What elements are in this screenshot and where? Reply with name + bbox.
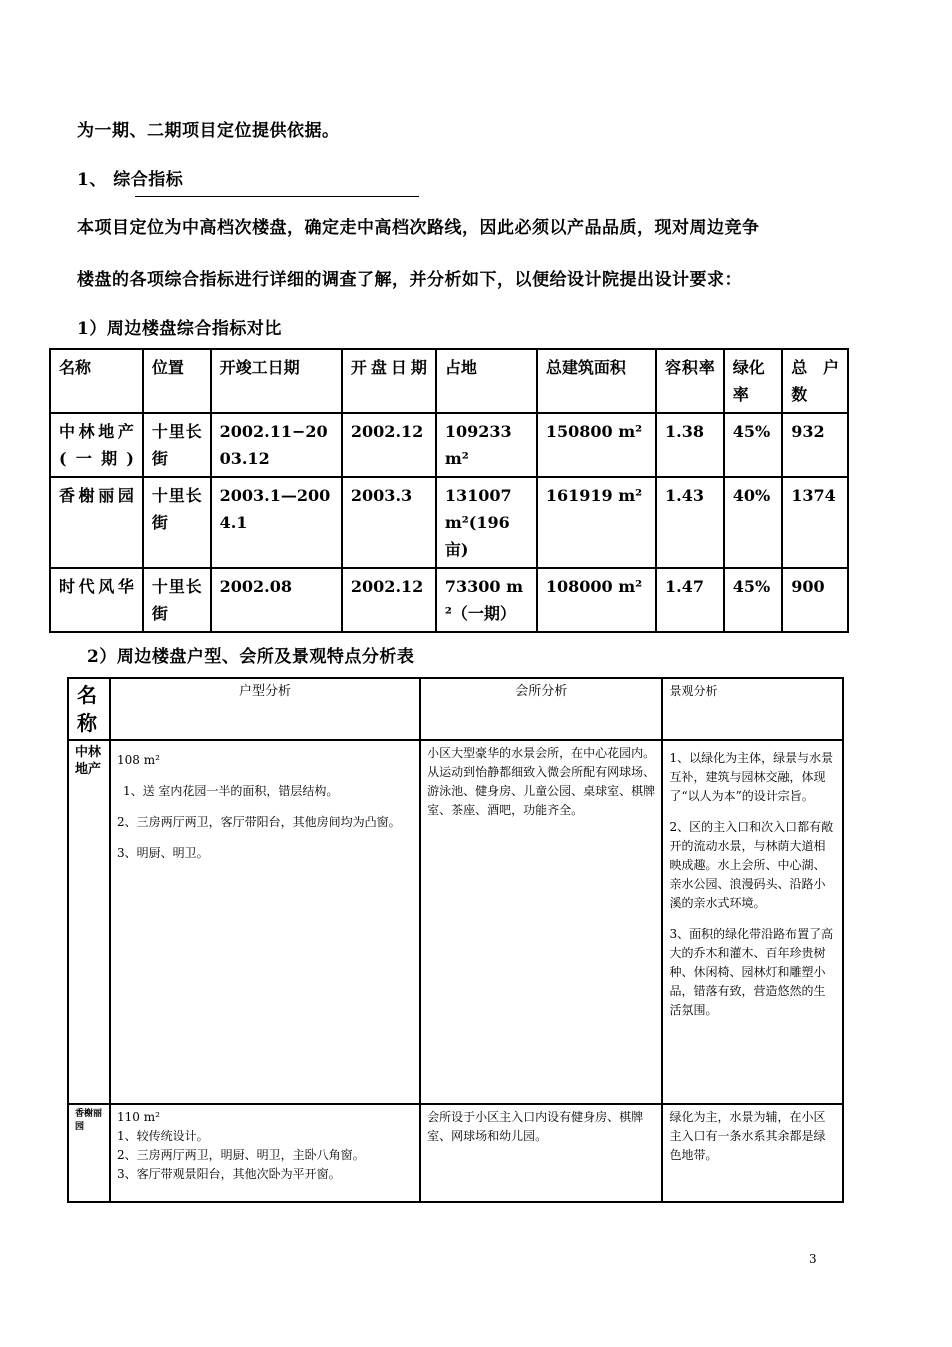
layout-analysis-cell — [110, 740, 420, 1104]
table1-title: 1）周边楼盘综合指标对比 — [77, 319, 282, 339]
header-cell: 景观分析 — [662, 678, 843, 740]
page-number: 3 — [809, 1252, 817, 1266]
header-cell: 总户数 — [782, 349, 848, 413]
table-cell: 932 — [782, 413, 848, 477]
header-cell: 占地 — [436, 349, 537, 413]
table-cell: 45% — [724, 568, 783, 632]
table-cell: 73300 m²（一期） — [436, 568, 537, 632]
section-heading: 1、 综合指标 — [77, 170, 184, 190]
list-item: 1、以绿化为主体，绿景与水景互补，建筑与园林交融，体现了“以人为本”的设计宗旨。 — [669, 751, 834, 803]
paragraph-line-2: 楼盘的各项综合指标进行详细的调查了解，并分析如下，以便给设计院提出设计要求： — [77, 270, 742, 290]
list-item: 2、三房两厅两卫，客厅带阳台，其他房间均为凸窗。 — [116, 815, 401, 829]
table-cell: 109233m² — [436, 413, 537, 477]
table2-title: 2）周边楼盘户型、会所及景观特点分析表 — [87, 647, 415, 667]
table-cell: 2003.3 — [342, 477, 436, 568]
list-item: 2、三房两厅两卫，明厨、明卫，主卧八角窗。 — [116, 1148, 365, 1162]
table-cell: 1.38 — [656, 413, 724, 477]
header-cell: 名称 — [68, 678, 110, 740]
table-cell: 161919 m² — [537, 477, 656, 568]
table-cell: 中林地产 — [68, 740, 110, 1104]
table-cell: 时代风华 — [50, 568, 143, 632]
list-item: 110 m² — [116, 1110, 160, 1124]
comprehensive-index-table — [49, 348, 849, 633]
header-cell: 会所分析 — [420, 678, 662, 740]
table-cell: 香榭丽园 — [68, 1104, 110, 1202]
club-analysis-cell: 小区大型豪华的水景会所，在中心花园内。从运动到怡静都细致入微会所配有网球场、游泳池、健身房、儿童公园、桌球室、棋牌室、茶座、酒吧，功能齐全。 — [420, 740, 662, 1104]
table1-header-row — [50, 349, 848, 413]
header-cell: 位置 — [143, 349, 211, 413]
intro-line: 为一期、二期项目定位提供依据。 — [77, 121, 340, 141]
table-row — [50, 477, 848, 568]
table-cell: 十里长街 — [143, 568, 211, 632]
feature-analysis-table — [67, 677, 844, 1203]
header-cell: 容积率 — [656, 349, 724, 413]
table-cell: 十里长街 — [143, 477, 211, 568]
table-cell: 2002.12 — [342, 413, 436, 477]
table-cell: 131007m²(196 亩) — [436, 477, 537, 568]
table-row — [68, 1104, 843, 1202]
list-item: 3、明厨、明卫。 — [116, 846, 209, 860]
table-cell: 2002.08 — [211, 568, 342, 632]
header-cell: 绿化率 — [724, 349, 783, 413]
list-item: 2、区的主入口和次入口都有敞开的流动水景，与林荫大道相映成趣。水上会所、中心湖、亲水公园、浪漫码头、沿路小溪的亲水式环境。 — [669, 820, 834, 910]
paragraph-line-1: 本项目定位为中高档次楼盘，确定走中高档次路线，因此必须以产品品质，现对周边竞争 — [77, 218, 760, 238]
table-cell: 2002.12 — [342, 568, 436, 632]
table-cell: 45% — [724, 413, 783, 477]
list-item: 3、面积的绿化带沿路布置了高大的乔木和灌木、百年珍贵树种、休闲椅、园林灯和雕塑小品，错落有致，营造悠然的生活氛围。 — [669, 927, 834, 1017]
table-cell: 40% — [724, 477, 783, 568]
header-cell: 开盘日期 — [342, 349, 436, 413]
table-cell: 1.43 — [656, 477, 724, 568]
club-analysis-cell: 会所设于小区主入口内设有健身房、棋牌室、网球场和幼儿园。 — [420, 1104, 662, 1202]
table-cell: 150800 m² — [537, 413, 656, 477]
header-cell: 户型分析 — [110, 678, 420, 740]
table-cell: 2002.11−2003.12 — [211, 413, 342, 477]
header-cell: 名称 — [50, 349, 143, 413]
list-item: 1、较传统设计。 — [116, 1129, 209, 1143]
table-cell: 900 — [782, 568, 848, 632]
table-row — [68, 740, 843, 1104]
landscape-analysis-cell: 绿化为主，水景为辅，在小区主入口有一条水系其余都是绿色地带。 — [662, 1104, 843, 1202]
header-cell: 开竣工日期 — [211, 349, 342, 413]
table-cell: 1.47 — [656, 568, 724, 632]
table-cell: 108000 m² — [537, 568, 656, 632]
table-row — [50, 413, 848, 477]
layout-analysis-cell — [110, 1104, 420, 1202]
list-item: 3、客厅带观景阳台，其他次卧为平开窗。 — [116, 1167, 341, 1181]
table-row — [50, 568, 848, 632]
header-cell: 总建筑面积 — [537, 349, 656, 413]
landscape-analysis-cell — [662, 740, 843, 1104]
list-item: 1、送 室内花园一半的面积，错层结构。 — [122, 784, 339, 798]
table-cell: 十里长街 — [143, 413, 211, 477]
table-cell: 2003.1—2004.1 — [211, 477, 342, 568]
table-cell: 香榭丽园 — [50, 477, 143, 568]
list-item: 108 m² — [116, 753, 160, 767]
table-cell: 1374 — [782, 477, 848, 568]
table-cell: 中林地产(一期) — [50, 413, 143, 477]
divider-line — [135, 196, 419, 197]
table2-header-row — [68, 678, 843, 740]
